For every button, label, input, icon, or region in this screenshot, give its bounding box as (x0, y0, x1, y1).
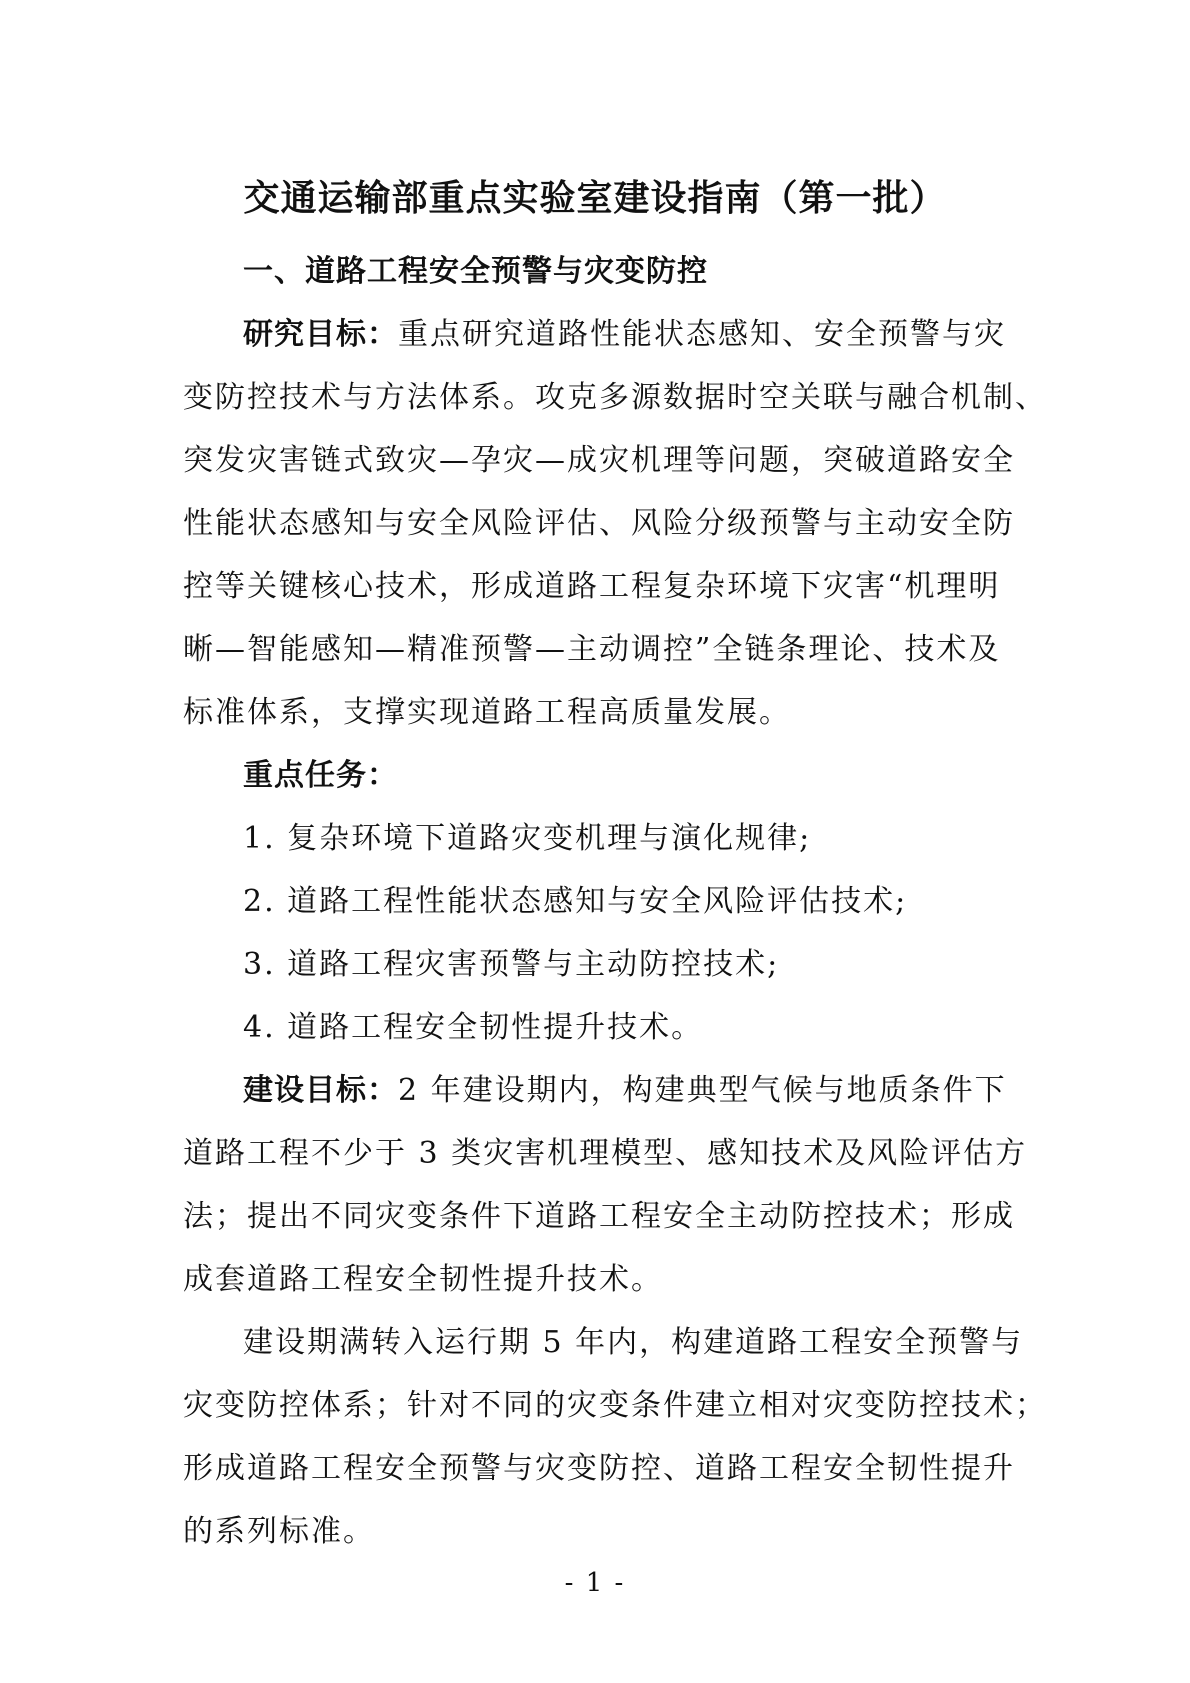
construction-goal-first-line (183, 1059, 1033, 1122)
operation-period-line: 形成道路工程安全预警与灾变防控、道路工程安全韧性提升 (183, 1451, 1015, 1486)
construction-goal-line: 法；提出不同灾变条件下道路工程安全主动防控技术；形成 (183, 1199, 1015, 1234)
construction-goal-text: 2 年建设期内，构建典型气候与地质条件下 (398, 1073, 1007, 1108)
research-goal-line: 性能状态感知与安全风险评估、风险分级预警与主动安全防 (183, 506, 1015, 541)
research-goal-line: 变防控技术与方法体系。攻克多源数据时空关联与融合机制、 (183, 380, 1047, 415)
document-body (183, 240, 1047, 1563)
research-goal-label: 研究目标： (243, 317, 398, 352)
construction-goal-line: 道路工程不少于 3 类灾害机理模型、感知技术及风险评估方 (183, 1136, 1028, 1171)
research-goal-line: 标准体系，支撑实现道路工程高质量发展。 (183, 695, 791, 730)
research-goal-text: 重点研究道路性能状态感知、安全预警与灾 (398, 317, 1006, 352)
research-goal-first-line (183, 303, 1033, 366)
construction-goal-label: 建设目标： (243, 1073, 398, 1108)
key-tasks-label: 重点任务： (243, 758, 398, 793)
research-goal-line: 突发灾害链式致灾—孕灾—成灾机理等问题，突破道路安全 (183, 443, 1015, 478)
section-heading: 一、道路工程安全预警与灾变防控 (243, 254, 708, 289)
key-task-item: 1. 复杂环境下道路灾变机理与演化规律; (243, 821, 812, 856)
operation-period-line: 的系列标准。 (183, 1514, 375, 1549)
research-goal-line: 晰—智能感知—精准预警—主动调控”全链条理论、技术及 (183, 632, 1001, 667)
key-task-item: 4. 道路工程安全韧性提升技术。 (243, 1010, 704, 1045)
operation-period-line: 灾变防控体系；针对不同的灾变条件建立相对灾变防控技术； (183, 1388, 1047, 1423)
document-title: 交通运输部重点实验室建设指南（第一批） (243, 178, 947, 219)
operation-period-first-line: 建设期满转入运行期 5 年内，构建道路工程安全预警与 (243, 1325, 1024, 1360)
page-number: - 1 - (564, 1568, 626, 1598)
construction-goal-line: 成套道路工程安全韧性提升技术。 (183, 1262, 663, 1297)
key-task-item: 3. 道路工程灾害预警与主动防控技术; (243, 947, 780, 982)
research-goal-line: 控等关键核心技术，形成道路工程复杂环境下灾害“机理明 (183, 569, 1001, 604)
key-task-item: 2. 道路工程性能状态感知与安全风险评估技术; (243, 884, 908, 919)
